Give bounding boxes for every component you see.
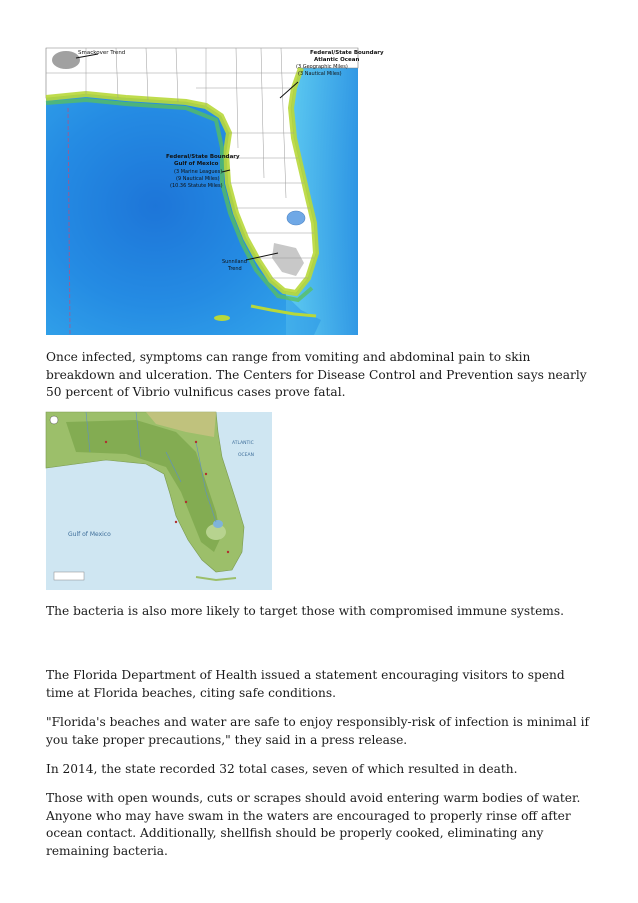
florida-physical-map	[46, 412, 272, 590]
paragraph-immune: The bacteria is also more likely to target those with compromised immune systems.	[46, 604, 564, 618]
gulf-boundary-sub-2: (9 Nautical Miles)	[176, 176, 220, 182]
sunniland-label-2: Trend	[228, 266, 242, 272]
paragraph-symptoms: Once infected, symptoms can range from vomiting and abdominal pain to skin breakdown and ulceration. The Centers for Disease Control and Prevention says nearly 50 percent of Vibrio vulnificus cases prove fatal.	[46, 350, 587, 399]
atlantic-boundary-title-1: Federal/State Boundary	[310, 50, 384, 56]
atlantic-boundary-title-2: Atlantic Ocean	[314, 57, 360, 63]
gulf-boundary-sub-3: (10.36 Statute Miles)	[170, 183, 223, 189]
gulf-boundary-title-1: Federal/State Boundary	[166, 154, 240, 160]
gulf-boundary-sub-1: (3 Marine Leagues)	[174, 169, 223, 175]
atlantic-boundary-sub-2: (3 Nautical Miles)	[298, 71, 342, 77]
atlantic-label-2: OCEAN	[238, 453, 254, 458]
paragraph-precautions: Those with open wounds, cuts or scrapes should avoid entering warm bodies of water. Anyone who may have swam in the waters are encouraged to properly rinse off after ocean contact. Additionally, shellfish should be properly cooked, eliminating any remaining bacteria.	[46, 791, 581, 858]
paragraph-2014-cases: In 2014, the state recorded 32 total cases, seven of which resulted in death.	[46, 762, 518, 776]
paragraph-health-dept: The Florida Department of Health issued a statement encouraging visitors to spend time at Florida beaches, citing safe conditions.	[46, 668, 565, 700]
florida-boundary-map	[46, 48, 384, 335]
atlantic-boundary-sub-1: (3 Geographic Miles)	[296, 64, 348, 70]
gulf-label: Gulf of Mexico	[68, 531, 111, 538]
paragraph-quote: "Florida's beaches and water are safe to enjoy responsibly-risk of infection is minimal if you take proper precautions," they said in a press release.	[46, 715, 589, 747]
gulf-boundary-title-2: Gulf of Mexico	[174, 161, 219, 167]
atlantic-label-1: ATLANTIC	[232, 441, 254, 446]
sunniland-label-1: Sunniland	[222, 259, 247, 265]
smackover-label: Smackover Trend	[78, 50, 126, 56]
